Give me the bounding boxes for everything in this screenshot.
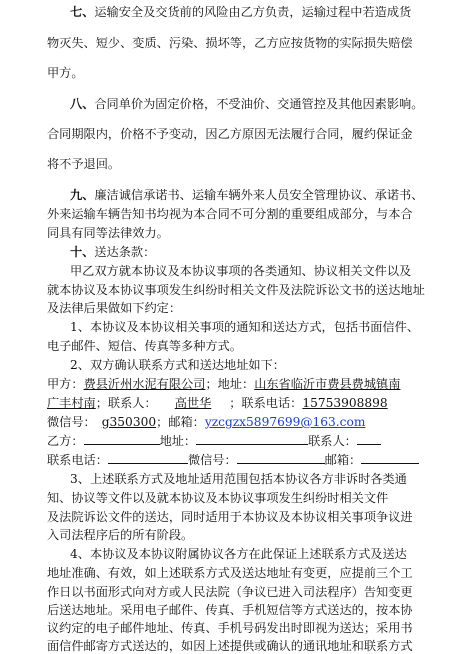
clause-10-p5-line-2: 地址准确、有效，如上述联系方式及送达地址有变更，应提前三个工 — [47, 566, 413, 580]
clause-10-p1-line-3: 及法律后果做如下约定： — [47, 301, 182, 315]
clause-10-p5-line-4: 后送达地址。采用电子邮件、传真、手机短信等方式送达的，按本协 — [47, 603, 413, 617]
clause-10-number: 十、 — [70, 245, 95, 259]
party-a-contact: 高世华 — [174, 396, 212, 410]
clause-7-number: 七、 — [70, 5, 95, 19]
clause-10-p4-line-4: 入司法程序后的所有阶段。 — [47, 528, 194, 542]
clause-10-p1-line-2: 就本协议及本协议事项发生纠纷时相关文件及法院诉讼文书的送达地址 — [47, 283, 425, 297]
clause-9-line-2: 外来运输车辆告知书均视为本合同不可分割的重要组成部分，与本合 — [47, 207, 413, 221]
party-b-name-blank — [84, 433, 160, 445]
clause-7-line-2: 物灭失、短少、变质、污染、损坏等，乙方应按货物的实际损失赔偿 — [47, 36, 413, 50]
clause-10-p2-line-2: 电子邮件、短信、传真等多种方式。 — [47, 339, 242, 353]
clause-9-line-3: 同具有同等法律效力。 — [47, 226, 169, 240]
party-b-phone-blank — [108, 452, 188, 464]
clause-10-p3: 2、双方确认联系方式和送达地址如下： — [70, 358, 285, 372]
clause-9-number: 九、 — [70, 188, 95, 202]
party-a-wechat: g350300 — [101, 415, 157, 429]
clause-10-p2-line-1: 1、本协议及本协议相关事项的通知和送达方式，包括书面信件、 — [70, 320, 420, 334]
clause-10-p5-line-3: 作日以书面形式向对方或人民法院（争议已进入司法程序）告知变更 — [47, 585, 413, 599]
clause-7-line-1: 七、运输安全及交货前的风险由乙方负责，运输过程中若造成货 — [70, 5, 412, 19]
clause-10-p4-line-2: 知、协议等文件以及就本协议及本协议事项发生纠纷时相关文件 — [47, 491, 389, 505]
clause-10-p5-line-5: 议约定的电子邮件地址、传真、手机号码发出时即视为送达；采用书 — [47, 621, 413, 635]
clause-8-line-3: 将不予退回。 — [47, 157, 121, 171]
party-b-line-1: 乙方： 地址： 联系人： — [47, 433, 381, 449]
clause-10-p4-line-1: 3、上述联系方式及地址适用范围包括本协议各方非诉时各类通 — [70, 472, 407, 486]
clause-8-line-1: 八、合同单价为固定价格，不受油价、交通管控及其他因素影响。 — [70, 97, 424, 111]
clause-10-heading: 十、送达条款： — [70, 245, 156, 259]
party-a-address: 山东省临沂市费县费城镇南 — [254, 377, 401, 391]
party-a-label: 甲方： — [47, 377, 84, 391]
clause-10-p1-line-1: 甲乙双方就本协议及本协议事项的各类通知、协议相关文件以及 — [70, 264, 412, 278]
party-a-line-2: 广丰村南；联系人： 高世华 ；联系电话：15753908898 — [47, 395, 414, 411]
clause-10-p4-line-3: 及法院诉讼文件的送达，同时适用于本协议及本协议相关事项争议进 — [47, 510, 413, 524]
party-b-email-blank — [361, 452, 419, 464]
clause-8-line-2: 合同期限内，价格不予变动，因乙方原因无法履行合同，履约保证金 — [47, 127, 413, 141]
party-a-email-link[interactable]: yzcgzx5897699@163.com — [204, 415, 366, 429]
clause-10-p5-line-6: 面信件邮寄方式送达的，如因上述提供或确认的通讯地址和联系方式 — [47, 639, 413, 653]
clause-9-line-1: 九、廉洁诚信承诺书、运输车辆外来人员安全管理协议、承诺书、 — [70, 188, 424, 202]
party-a-name: 费县沂州水泥有限公司 — [83, 377, 206, 391]
party-a-phone: 15753908898 — [302, 396, 388, 410]
party-a-line-1: 甲方：费县沂州水泥有限公司；地址：山东省临沂市费县费城镇南 — [47, 377, 401, 391]
clause-8-number: 八、 — [70, 97, 95, 111]
clause-10-p5-line-1: 4、本协议及本协议附属协议各方在此保证上述联系方式及送达 — [70, 547, 407, 561]
party-b-line-2: 联系电话： 微信号： 邮箱： — [47, 452, 419, 468]
party-a-line-3: 微信号： g350300；邮箱：yzcgzx5897699@163.com — [47, 414, 375, 430]
clause-7-line-3: 甲方。 — [47, 66, 84, 80]
party-b-address-blank — [196, 433, 308, 445]
party-b-wechat-blank — [237, 452, 325, 464]
party-b-contact-blank — [357, 433, 381, 445]
party-a-address-cont: 广丰村南 — [47, 396, 96, 410]
